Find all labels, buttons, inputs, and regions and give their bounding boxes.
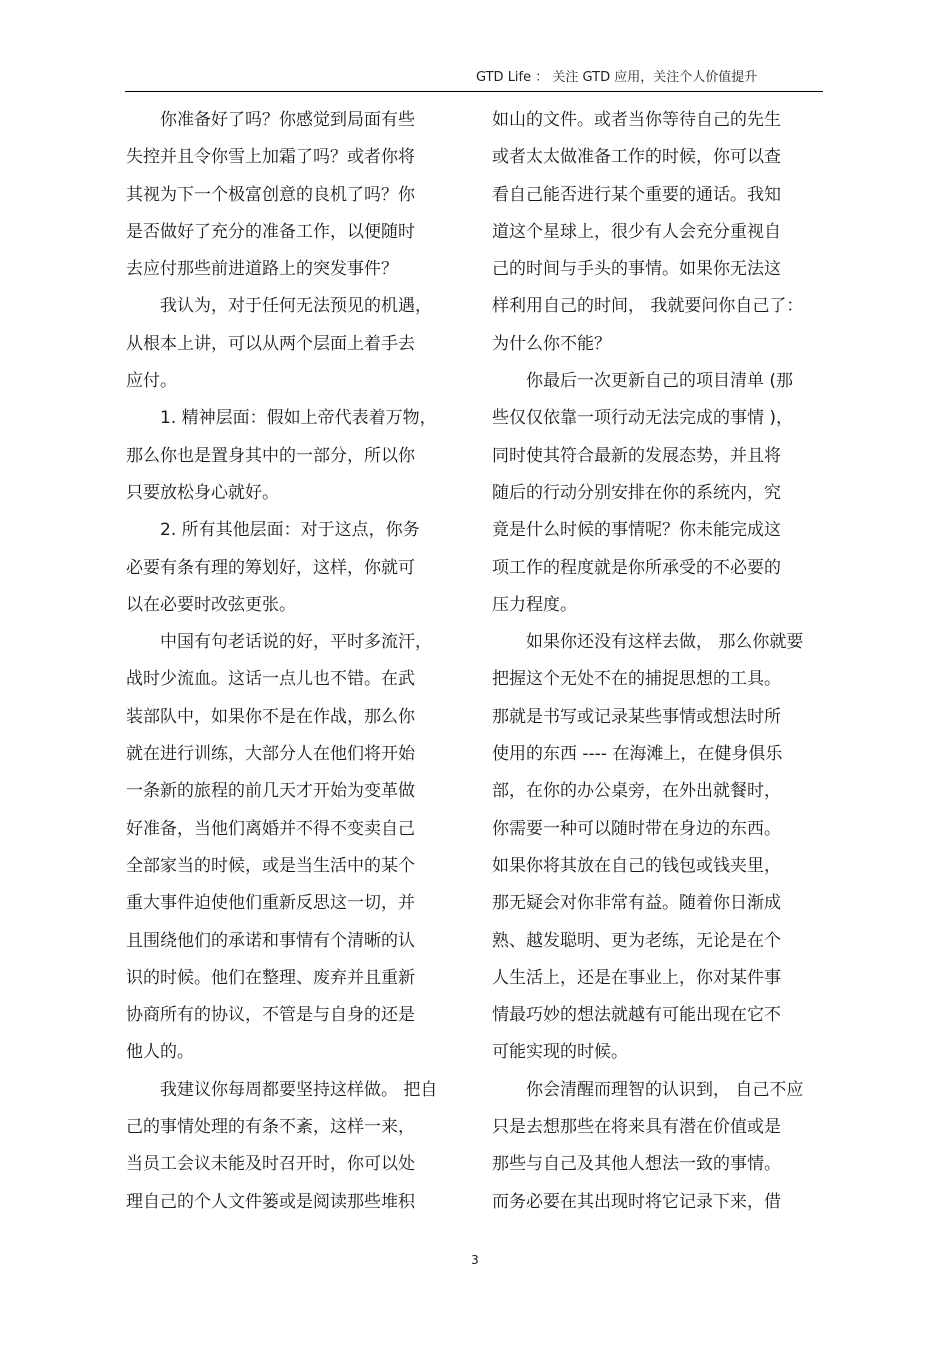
text-line: 只要放松身心就好。 bbox=[126, 482, 279, 503]
text-line: 如果你还没有这样去做， 那么你就要 bbox=[526, 632, 804, 653]
text-line: 人生活上，还是在事业上，你对某件事 bbox=[492, 967, 781, 988]
text-line: 去应付那些前进道路上的突发事件？ bbox=[126, 259, 398, 280]
text-line: 必要有条有理的筹划好，这样，你就可 bbox=[126, 557, 415, 578]
text-line: 应付。 bbox=[126, 371, 177, 392]
text-line: 识的时候。他们在整理、废弃并且重新 bbox=[126, 967, 415, 988]
text-line: 战时少流血。这话一点儿也不错。在武 bbox=[126, 669, 415, 690]
text-line: 1. 精神层面：假如上帝代表着万物， bbox=[160, 408, 437, 429]
page-header: GTD Life ： 关注 GTD 应用，关注个人价值提升 bbox=[476, 70, 758, 85]
text-line: 你准备好了吗？你感觉到局面有些 bbox=[160, 110, 415, 130]
text-line: 你会清醒而理智的认识到， 自己不应 bbox=[526, 1079, 804, 1100]
text-line: 就在进行训练，大部分人在他们将开始 bbox=[126, 744, 415, 765]
text-line: 部，在你的办公桌旁，在外出就餐时， bbox=[492, 781, 781, 802]
text-line: 使用的东西 ---- 在海滩上，在健身俱乐 bbox=[492, 744, 783, 765]
text-line: 那就是书写或记录某些事情或想法时所 bbox=[492, 706, 781, 727]
text-line: 竟是什么时候的事情呢？你未能完成这 bbox=[492, 520, 781, 541]
text-line: 看自己能否进行某个重要的通话。我知 bbox=[492, 184, 781, 205]
text-line: 那无疑会对你非常有益。随着你日渐成 bbox=[492, 893, 781, 914]
text-line: 同时使其符合最新的发展态势，并且将 bbox=[492, 445, 781, 466]
text-line: 些仅仅依靠一项行动无法完成的事情 )， bbox=[492, 408, 794, 429]
text-line: 只是去想那些在将来具有潜在价值或是 bbox=[492, 1117, 781, 1138]
text-line: 随后的行动分别安排在你的系统内，究 bbox=[492, 482, 781, 503]
text-line: 压力程度。 bbox=[492, 594, 577, 615]
text-line: 可能实现的时候。 bbox=[492, 1042, 628, 1063]
text-line: 协商所有的协议，不管是与自身的还是 bbox=[126, 1005, 415, 1026]
text-line: 中国有句老话说的好，平时多流汗， bbox=[160, 632, 432, 653]
text-line: 我建议你每周都要坚持这样做。 把自 bbox=[160, 1079, 438, 1100]
text-line: 样利用自己的时间， 我就要问你自己了： bbox=[492, 296, 804, 317]
text-line: 理自己的个人文件篓或是阅读那些堆积 bbox=[126, 1191, 415, 1212]
text-line: 那些与自己及其他人想法一致的事情。 bbox=[492, 1154, 781, 1175]
text-line: 从根本上讲，可以从两个层面上着手去 bbox=[126, 333, 415, 354]
text-line: 那么你也是置身其中的一部分，所以你 bbox=[126, 445, 415, 466]
text-line: 如果你将其放在自己的钱包或钱夹里， bbox=[492, 855, 781, 876]
text-line: 把握这个无处不在的捕捉思想的工具。 bbox=[492, 669, 781, 690]
text-line: 是否做好了充分的准备工作，以便随时 bbox=[126, 221, 415, 242]
header-rule bbox=[125, 91, 823, 92]
right-column bbox=[492, 102, 822, 1221]
text-line: 己的时间与手头的事情。如果你无法这 bbox=[492, 259, 781, 280]
text-line: 全部家当的时候，或是当生活中的某个 bbox=[126, 855, 415, 876]
text-line: 当员工会议未能及时召开时，你可以处 bbox=[126, 1154, 415, 1175]
text-line: 道这个星球上，很少有人会充分重视自 bbox=[492, 221, 781, 242]
text-line: 一条新的旅程的前几天才开始为变革做 bbox=[126, 781, 415, 802]
text-line: 你最后一次更新自己的项目清单 (那 bbox=[526, 371, 794, 392]
text-line: 重大事件迫使他们重新反思这一切，并 bbox=[126, 893, 415, 914]
text-line: 为什么你不能？ bbox=[492, 333, 611, 354]
text-line: 他人的。 bbox=[126, 1042, 194, 1063]
page-number: 3 bbox=[471, 1253, 479, 1267]
text-line: 失控并且令你雪上加霜了吗？或者你将 bbox=[126, 147, 415, 168]
text-line: 且围绕他们的承诺和事情有个清晰的认 bbox=[126, 930, 415, 951]
text-line: 好准备，当他们离婚并不得不变卖自己 bbox=[126, 818, 415, 839]
text-line: 而务必要在其出现时将它记录下来，借 bbox=[492, 1191, 781, 1212]
text-line: 熟、越发聪明、更为老练，无论是在个 bbox=[492, 930, 781, 951]
text-line: 情最巧妙的想法就越有可能出现在它不 bbox=[492, 1005, 781, 1026]
text-line: 己的事情处理的有条不紊，这样一来， bbox=[126, 1117, 415, 1138]
text-line: 以在必要时改弦更张。 bbox=[126, 594, 296, 615]
text-line: 装部队中，如果你不是在作战，那么你 bbox=[126, 706, 415, 727]
text-line: 你需要一种可以随时带在身边的东西。 bbox=[492, 818, 781, 839]
text-line: 2. 所有其他层面：对于这点，你务 bbox=[160, 520, 420, 541]
text-line: 其视为下一个极富创意的良机了吗？你 bbox=[126, 184, 415, 205]
text-line: 项工作的程度就是你所承受的不必要的 bbox=[492, 557, 781, 578]
text-line: 如山的文件。或者当你等待自己的先生 bbox=[492, 110, 781, 130]
text-line: 我认为，对于任何无法预见的机遇， bbox=[160, 296, 432, 317]
text-line: 或者太太做准备工作的时候，你可以查 bbox=[492, 147, 781, 168]
left-column bbox=[126, 102, 461, 1221]
